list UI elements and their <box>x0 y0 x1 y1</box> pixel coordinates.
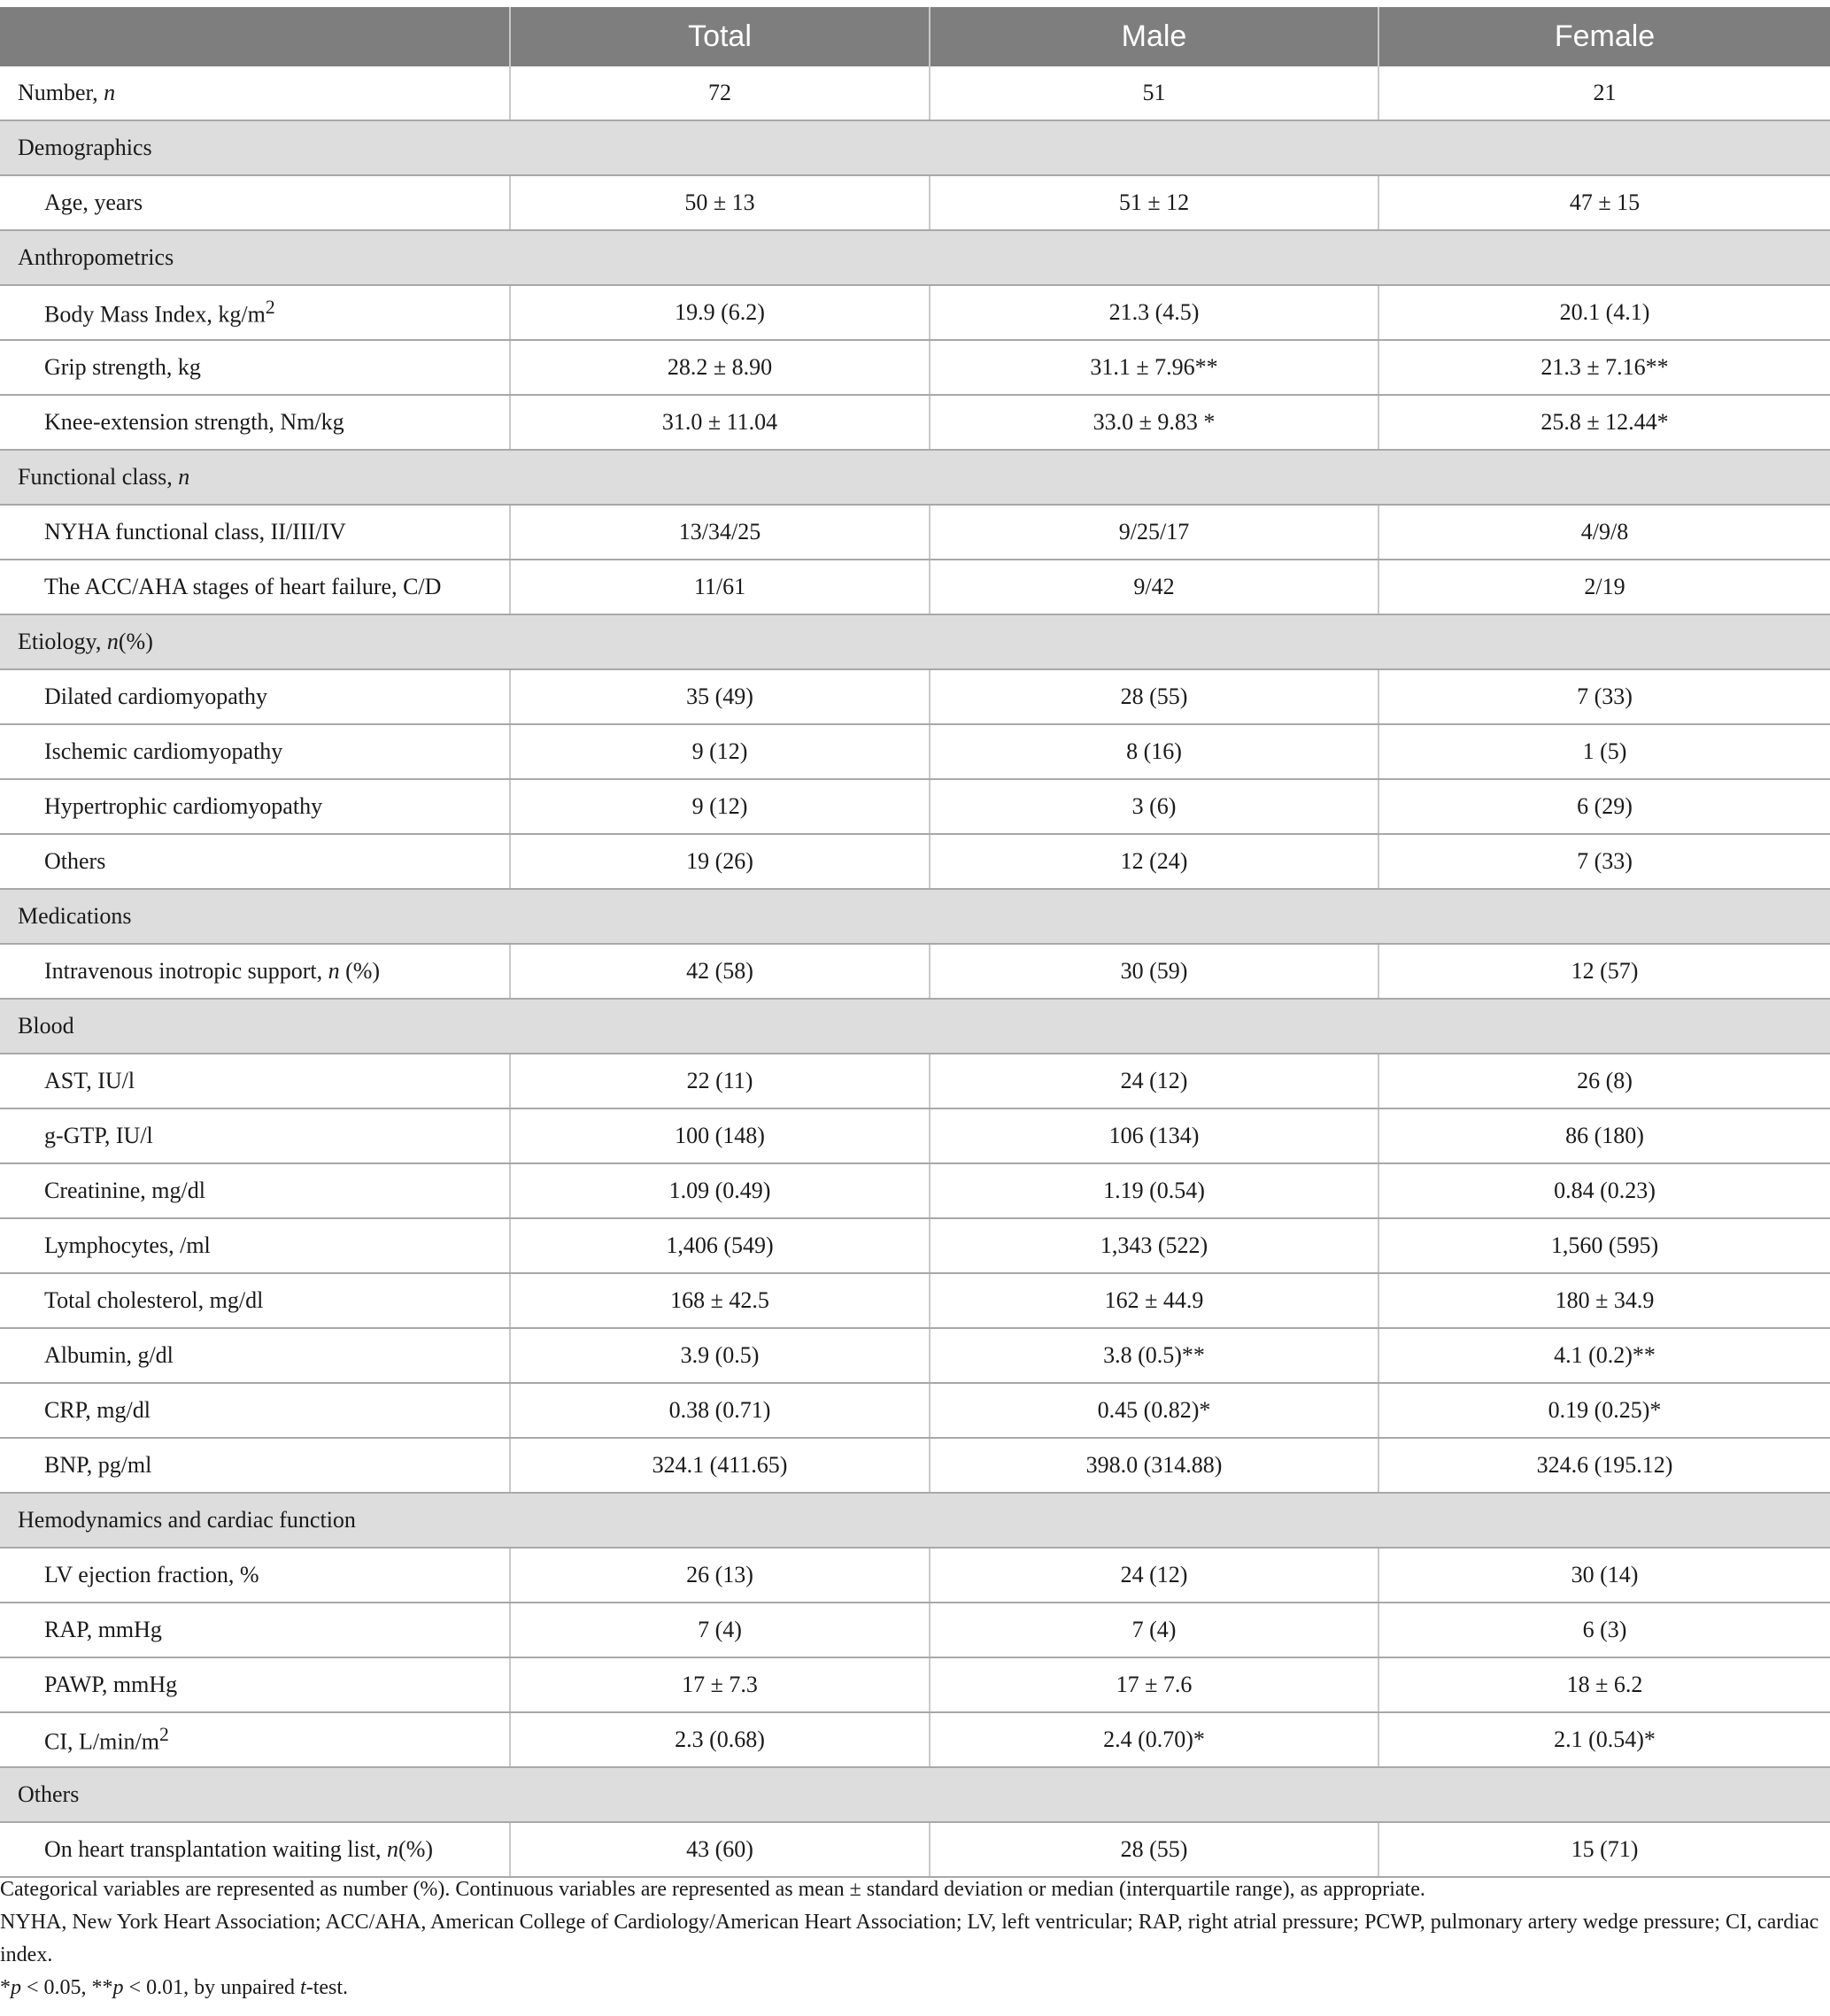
row-label <box>0 1438 510 1493</box>
cell-female: 6 (3) <box>1378 1603 1830 1657</box>
row-label <box>0 285 510 340</box>
row-label-text: LV ejection fraction, % <box>44 1562 259 1587</box>
cell-total: 1,406 (549) <box>510 1218 930 1273</box>
cell-total: 42 (58) <box>510 944 930 999</box>
row-label-text: Total cholesterol, mg/dl <box>44 1287 264 1313</box>
row-label <box>0 1054 510 1108</box>
row-label-text: Dilated cardiomyopathy <box>44 684 267 709</box>
header-female: Female <box>1378 7 1830 66</box>
row-label-italic: n <box>328 958 340 984</box>
cell-female: 6 (29) <box>1378 779 1830 834</box>
row-label <box>0 944 510 999</box>
row-label <box>0 1218 510 1273</box>
row-label <box>0 1548 510 1603</box>
cell-female: 47 ± 15 <box>1378 175 1830 230</box>
table-row <box>0 1438 1830 1493</box>
section-header-row <box>0 999 1830 1054</box>
row-label <box>0 1383 510 1438</box>
cell-male: 1.19 (0.54) <box>930 1163 1378 1218</box>
table-row <box>0 724 1830 779</box>
table-row <box>0 395 1830 450</box>
table-row <box>0 66 1830 120</box>
cell-female: 0.84 (0.23) <box>1378 1163 1830 1218</box>
row-label-text: Etiology, <box>18 629 107 654</box>
cell-male: 106 (134) <box>930 1108 1378 1163</box>
row-label-superscript: 2 <box>159 1724 169 1746</box>
table-row <box>0 340 1830 395</box>
cell-female: 12 (57) <box>1378 944 1830 999</box>
section-header-row <box>0 230 1830 285</box>
cell-male: 7 (4) <box>930 1603 1378 1657</box>
cell-female: 21 <box>1378 66 1830 120</box>
row-label-tail: (%) <box>339 958 381 984</box>
row-label-text: RAP, mmHg <box>44 1617 162 1642</box>
cell-female: 18 ± 6.2 <box>1378 1657 1830 1712</box>
cell-total: 19 (26) <box>510 834 930 889</box>
row-label-text: Others <box>44 848 106 874</box>
cell-male: 17 ± 7.6 <box>930 1657 1378 1712</box>
table-row <box>0 1603 1830 1657</box>
cell-female: 180 ± 34.9 <box>1378 1273 1830 1328</box>
cell-total: 9 (12) <box>510 779 930 834</box>
table-row <box>0 1657 1830 1712</box>
table-row <box>0 1054 1830 1108</box>
header-label-column <box>0 7 510 66</box>
row-label-text: On heart transplantation waiting list, <box>44 1836 388 1862</box>
cell-total: 13/34/25 <box>510 505 930 560</box>
cell-male: 0.45 (0.82)* <box>930 1383 1378 1438</box>
row-label-italic: n <box>104 80 116 105</box>
row-label-tail: (%) <box>398 1836 434 1862</box>
cell-male: 8 (16) <box>930 724 1378 779</box>
table-row <box>0 1548 1830 1603</box>
row-label <box>0 1822 510 1877</box>
cell-total: 35 (49) <box>510 669 930 724</box>
footnote-variables: Categorical variables are represented as number (%). Continuous variables are represented as mean ± standard deviation or median (interquartile range), as appropriate. <box>0 1878 1425 1901</box>
section-header-label <box>0 230 1830 285</box>
row-label <box>0 1273 510 1328</box>
row-label-text: Ischemic cardiomyopathy <box>44 738 283 764</box>
cell-female: 1,560 (595) <box>1378 1218 1830 1273</box>
cell-male: 3 (6) <box>930 779 1378 834</box>
table-row <box>0 944 1830 999</box>
row-label-text: Hemodynamics and cardiac function <box>18 1507 356 1533</box>
row-label-text: Intravenous inotropic support, <box>44 958 328 984</box>
section-header-label <box>0 614 1830 669</box>
row-label <box>0 66 510 120</box>
row-label-italic: n <box>106 629 119 654</box>
cell-male: 28 (55) <box>930 669 1378 724</box>
row-label-text: Age, years <box>44 189 143 215</box>
row-label-text: Demographics <box>18 135 152 160</box>
cell-total: 26 (13) <box>510 1548 930 1603</box>
cell-total: 0.38 (0.71) <box>510 1383 930 1438</box>
cell-male: 28 (55) <box>930 1822 1378 1877</box>
header-male: Male <box>930 7 1378 66</box>
row-label <box>0 340 510 395</box>
row-label-tail: (%) <box>118 629 153 654</box>
row-label-text: Grip strength, kg <box>44 354 201 380</box>
table-header-row <box>0 7 1830 66</box>
row-label-text: AST, IU/l <box>44 1068 135 1093</box>
cell-female: 21.3 ± 7.16** <box>1378 340 1830 395</box>
cell-male: 162 ± 44.9 <box>930 1273 1378 1328</box>
cell-female: 20.1 (4.1) <box>1378 285 1830 340</box>
cell-male: 21.3 (4.5) <box>930 285 1378 340</box>
section-header-label <box>0 1767 1830 1822</box>
cell-male: 51 ± 12 <box>930 175 1378 230</box>
section-header-label <box>0 120 1830 175</box>
row-label <box>0 395 510 450</box>
cell-male: 30 (59) <box>930 944 1378 999</box>
cell-total: 19.9 (6.2) <box>510 285 930 340</box>
section-header-row <box>0 120 1830 175</box>
row-label <box>0 1712 510 1767</box>
cell-total: 324.1 (411.65) <box>510 1438 930 1493</box>
cell-female: 30 (14) <box>1378 1548 1830 1603</box>
row-label <box>0 1603 510 1657</box>
cell-total: 9 (12) <box>510 724 930 779</box>
table-row <box>0 175 1830 230</box>
row-label-text: PAWP, mmHg <box>44 1672 178 1697</box>
cell-female: 2.1 (0.54)* <box>1378 1712 1830 1767</box>
cell-total: 22 (11) <box>510 1054 930 1108</box>
cell-male: 9/42 <box>930 560 1378 614</box>
cell-total: 2.3 (0.68) <box>510 1712 930 1767</box>
row-label-text: CRP, mg/dl <box>44 1397 151 1423</box>
cell-female: 15 (71) <box>1378 1822 1830 1877</box>
cell-female: 7 (33) <box>1378 834 1830 889</box>
table-row <box>0 834 1830 889</box>
row-label-text: Hypertrophic cardiomyopathy <box>44 793 323 819</box>
row-label-text: Functional class, <box>18 464 179 490</box>
section-header-row <box>0 1493 1830 1548</box>
cell-total: 1.09 (0.49) <box>510 1163 930 1218</box>
table-footnotes <box>0 1873 1830 2004</box>
cell-female: 0.19 (0.25)* <box>1378 1383 1830 1438</box>
section-header-label <box>0 999 1830 1054</box>
row-label-text: BNP, pg/ml <box>44 1452 152 1478</box>
row-label-text: g-GTP, IU/l <box>44 1123 153 1148</box>
cell-female: 25.8 ± 12.44* <box>1378 395 1830 450</box>
row-label-superscript: 2 <box>265 297 275 319</box>
section-header-row <box>0 614 1830 669</box>
baseline-characteristics-table <box>0 7 1830 1878</box>
row-label <box>0 560 510 614</box>
row-label <box>0 175 510 230</box>
table-row <box>0 669 1830 724</box>
row-label-text: Anthropometrics <box>18 244 174 270</box>
cell-female: 1 (5) <box>1378 724 1830 779</box>
section-header-label <box>0 1493 1830 1548</box>
cell-male: 9/25/17 <box>930 505 1378 560</box>
cell-male: 31.1 ± 7.96** <box>930 340 1378 395</box>
cell-total: 11/61 <box>510 560 930 614</box>
cell-total: 72 <box>510 66 930 120</box>
row-label <box>0 779 510 834</box>
section-header-row <box>0 450 1830 505</box>
table-row <box>0 1163 1830 1218</box>
table-row <box>0 285 1830 340</box>
row-label-italic: n <box>387 1836 399 1862</box>
row-label-text: NYHA functional class, II/III/IV <box>44 519 346 545</box>
row-label-text: Lymphocytes, /ml <box>44 1232 211 1258</box>
cell-total: 28.2 ± 8.90 <box>510 340 930 395</box>
table-row <box>0 560 1830 614</box>
footnote-significance: *p < 0.05, **p < 0.01, by unpaired t-test. <box>0 1976 349 1999</box>
cell-male: 1,343 (522) <box>930 1218 1378 1273</box>
section-header-row <box>0 889 1830 944</box>
row-label-text: CI, L/min/m <box>44 1728 159 1755</box>
header-total: Total <box>510 7 930 66</box>
cell-male: 398.0 (314.88) <box>930 1438 1378 1493</box>
cell-total: 31.0 ± 11.04 <box>510 395 930 450</box>
cell-male: 12 (24) <box>930 834 1378 889</box>
row-label-text: Body Mass Index, kg/m <box>44 301 266 328</box>
table-row <box>0 779 1830 834</box>
row-label <box>0 1163 510 1218</box>
cell-female: 26 (8) <box>1378 1054 1830 1108</box>
table-row <box>0 1383 1830 1438</box>
cell-female: 7 (33) <box>1378 669 1830 724</box>
row-label <box>0 505 510 560</box>
row-label-text: Blood <box>18 1013 74 1039</box>
row-label <box>0 724 510 779</box>
row-label-text: Albumin, g/dl <box>44 1342 174 1368</box>
section-header-label <box>0 889 1830 944</box>
footnote-abbreviations: NYHA, New York Heart Association; ACC/AHA, American College of Cardiology/American Heart Association; LV, left ventricular; RAP, right atrial pressure; PCWP, pulmonary artery wedge pressure; CI, cardiac index. <box>0 1911 1819 1966</box>
cell-total: 100 (148) <box>510 1108 930 1163</box>
cell-total: 3.9 (0.5) <box>510 1328 930 1383</box>
table-row <box>0 1328 1830 1383</box>
row-label-text: Number, <box>18 80 104 105</box>
table-row <box>0 1273 1830 1328</box>
cell-female: 4.1 (0.2)** <box>1378 1328 1830 1383</box>
row-label <box>0 834 510 889</box>
row-label-text: Knee-extension strength, Nm/kg <box>44 409 344 435</box>
cell-male: 51 <box>930 66 1378 120</box>
section-header-row <box>0 1767 1830 1822</box>
cell-female: 2/19 <box>1378 560 1830 614</box>
row-label-italic: n <box>178 464 190 490</box>
row-label <box>0 1108 510 1163</box>
cell-male: 33.0 ± 9.83 * <box>930 395 1378 450</box>
table-body <box>0 66 1830 1877</box>
cell-male: 2.4 (0.70)* <box>930 1712 1378 1767</box>
table-row <box>0 1218 1830 1273</box>
table-row <box>0 1108 1830 1163</box>
cell-male: 24 (12) <box>930 1054 1378 1108</box>
row-label <box>0 1657 510 1712</box>
table-row <box>0 1822 1830 1877</box>
cell-total: 168 ± 42.5 <box>510 1273 930 1328</box>
cell-total: 50 ± 13 <box>510 175 930 230</box>
row-label-text: Others <box>18 1781 80 1807</box>
cell-total: 7 (4) <box>510 1603 930 1657</box>
cell-female: 324.6 (195.12) <box>1378 1438 1830 1493</box>
row-label-text: Creatinine, mg/dl <box>44 1178 205 1203</box>
section-header-label <box>0 450 1830 505</box>
row-label-text: Medications <box>18 903 132 929</box>
table-row <box>0 1712 1830 1767</box>
row-label <box>0 1328 510 1383</box>
cell-female: 86 (180) <box>1378 1108 1830 1163</box>
table-row <box>0 505 1830 560</box>
row-label-text: The ACC/AHA stages of heart failure, C/D <box>44 574 442 599</box>
cell-female: 4/9/8 <box>1378 505 1830 560</box>
cell-total: 43 (60) <box>510 1822 930 1877</box>
cell-total: 17 ± 7.3 <box>510 1657 930 1712</box>
row-label <box>0 669 510 724</box>
cell-male: 24 (12) <box>930 1548 1378 1603</box>
cell-male: 3.8 (0.5)** <box>930 1328 1378 1383</box>
